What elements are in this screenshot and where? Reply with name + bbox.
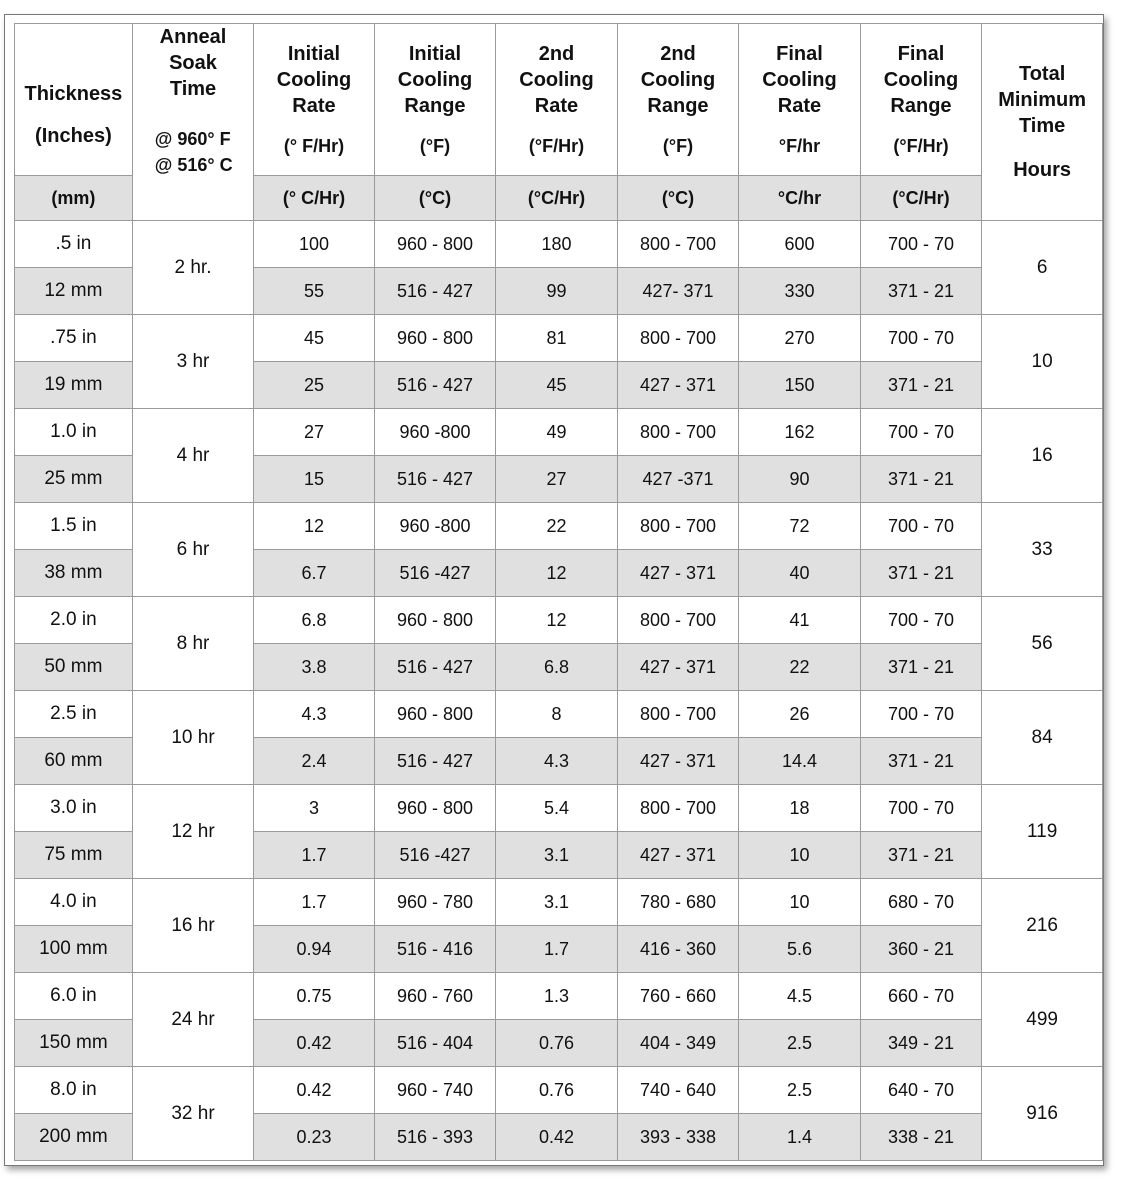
header-initial-rate-unit-f: (° F/Hr): [283, 135, 345, 156]
value-cell-c: 427 - 371: [617, 362, 739, 409]
value-cell-f: 5.4: [496, 785, 618, 832]
value-cell-f: 3: [254, 785, 375, 832]
thickness-inches-cell: .5 in: [15, 221, 133, 268]
value-cell-f: 960 - 800: [374, 221, 496, 268]
value-cell-f: 180: [496, 221, 618, 268]
thickness-mm-cell: 12 mm: [15, 268, 133, 315]
value-cell-f: 49: [496, 409, 618, 456]
value-cell-c: 40: [739, 550, 861, 597]
table-row-imperial: [15, 409, 1103, 456]
value-cell-c: 516 -427: [374, 832, 496, 879]
value-cell-f: 960 - 800: [374, 691, 496, 738]
header-final-rate-l3: Rate: [777, 94, 822, 117]
header-initial-range-l1: Initial: [408, 42, 462, 65]
header-final-range-l3: Range: [890, 94, 952, 117]
value-cell-c: 371 - 21: [860, 550, 982, 597]
soak-time-cell: 12 hr: [132, 785, 253, 879]
header-final-range-l1: Final: [897, 42, 945, 65]
thickness-inches-cell: 1.5 in: [15, 503, 133, 550]
thickness-mm-cell: 38 mm: [15, 550, 133, 597]
header-second-rate-l1: 2nd: [538, 42, 575, 65]
value-cell-f: 45: [254, 315, 375, 362]
value-cell-f: 700 - 70: [860, 221, 982, 268]
header-second-rate-unit-f: (°F/Hr): [528, 135, 585, 156]
header-final-rate-l2: Cooling: [762, 68, 837, 91]
header-final-range-l2: Cooling: [883, 68, 959, 91]
header-total-l3: Time: [1018, 115, 1066, 137]
value-cell-c: 55: [254, 268, 375, 315]
header-soak-line1: Anneal: [159, 26, 227, 48]
header-second-range-l1: 2nd: [660, 42, 696, 65]
value-cell-c: 4.3: [496, 738, 618, 785]
value-cell-c: 516 - 427: [374, 268, 496, 315]
thickness-mm-cell: 19 mm: [15, 362, 133, 409]
value-cell-f: 10: [739, 879, 861, 926]
value-cell-f: 800 - 700: [617, 785, 739, 832]
thickness-mm-cell: 75 mm: [15, 832, 133, 879]
value-cell-c: 516 - 404: [374, 1020, 496, 1067]
value-cell-f: 700 - 70: [860, 409, 982, 456]
value-cell-c: 25: [254, 362, 375, 409]
value-cell-c: 371 - 21: [860, 832, 982, 879]
value-cell-f: 12: [254, 503, 375, 550]
value-cell-f: 2.5: [739, 1067, 861, 1114]
value-cell-c: 404 - 349: [617, 1020, 739, 1067]
value-cell-c: 516 - 416: [374, 926, 496, 973]
value-cell-c: 330: [739, 268, 861, 315]
value-cell-f: 960 - 760: [374, 973, 496, 1020]
value-cell-f: 1.3: [496, 973, 618, 1020]
soak-time-cell: 16 hr: [132, 879, 253, 973]
value-cell-f: 700 - 70: [860, 691, 982, 738]
header-total-l1: Total: [1018, 63, 1066, 85]
header-final-rate-unit-c: °C/hr: [739, 176, 861, 221]
header-total-minimum-time: [982, 24, 1103, 221]
value-cell-c: 3.1: [496, 832, 618, 879]
value-cell-c: 349 - 21: [860, 1020, 982, 1067]
header-soak-line3: Time: [169, 78, 217, 100]
soak-time-cell: 32 hr: [132, 1067, 253, 1161]
value-cell-c: 6.7: [254, 550, 375, 597]
header-total-l2: Minimum: [998, 89, 1086, 111]
value-cell-c: 3.8: [254, 644, 375, 691]
value-cell-f: 8: [496, 691, 618, 738]
value-cell-f: 700 - 70: [860, 597, 982, 644]
value-cell-c: 0.23: [254, 1114, 375, 1161]
value-cell-f: 72: [739, 503, 861, 550]
value-cell-f: 960 -800: [374, 409, 496, 456]
thickness-mm-cell: 60 mm: [15, 738, 133, 785]
value-cell-c: 516 - 427: [374, 456, 496, 503]
header-soak-c: @ 516° C: [154, 155, 233, 175]
annealing-table: [14, 23, 1103, 1161]
header-second-rate: [496, 24, 618, 176]
value-cell-f: 6.8: [254, 597, 375, 644]
value-cell-c: 99: [496, 268, 618, 315]
header-second-range: [617, 24, 739, 176]
soak-time-cell: 8 hr: [132, 597, 253, 691]
value-cell-c: 338 - 21: [860, 1114, 982, 1161]
value-cell-f: 960 - 740: [374, 1067, 496, 1114]
value-cell-f: 800 - 700: [617, 315, 739, 362]
value-cell-f: 81: [496, 315, 618, 362]
header-thickness: [15, 24, 133, 176]
table-frame: [4, 14, 1104, 1166]
value-cell-c: 427 - 371: [617, 644, 739, 691]
value-cell-c: 416 - 360: [617, 926, 739, 973]
table-row-imperial: [15, 1067, 1103, 1114]
value-cell-c: 1.4: [739, 1114, 861, 1161]
value-cell-f: 800 - 700: [617, 409, 739, 456]
value-cell-f: 800 - 700: [617, 503, 739, 550]
soak-time-cell: 24 hr: [132, 973, 253, 1067]
value-cell-c: 15: [254, 456, 375, 503]
header-second-rate-unit-c: (°C/Hr): [496, 176, 618, 221]
header-thickness-mm: (mm): [15, 176, 133, 221]
value-cell-c: 5.6: [739, 926, 861, 973]
thickness-inches-cell: 3.0 in: [15, 785, 133, 832]
value-cell-f: 100: [254, 221, 375, 268]
value-cell-f: 960 - 800: [374, 315, 496, 362]
value-cell-c: 0.94: [254, 926, 375, 973]
header-second-rate-l2: Cooling: [519, 68, 594, 91]
soak-time-cell: 4 hr: [132, 409, 253, 503]
value-cell-f: 3.1: [496, 879, 618, 926]
value-cell-f: 22: [496, 503, 618, 550]
value-cell-f: 600: [739, 221, 861, 268]
value-cell-c: 360 - 21: [860, 926, 982, 973]
table-row-imperial: [15, 315, 1103, 362]
total-hours-cell: 10: [982, 315, 1103, 409]
value-cell-c: 0.42: [254, 1020, 375, 1067]
header-final-rate: [739, 24, 861, 176]
value-cell-c: 6.8: [496, 644, 618, 691]
header-initial-range-unit-f: (°F): [419, 135, 451, 156]
value-cell-f: 780 - 680: [617, 879, 739, 926]
header-second-range-l3: Range: [647, 94, 709, 117]
value-cell-c: 45: [496, 362, 618, 409]
thickness-inches-cell: 6.0 in: [15, 973, 133, 1020]
thickness-inches-cell: 4.0 in: [15, 879, 133, 926]
table-row-imperial: [15, 221, 1103, 268]
value-cell-c: 516 - 427: [374, 362, 496, 409]
thickness-inches-cell: 2.5 in: [15, 691, 133, 738]
value-cell-f: 680 - 70: [860, 879, 982, 926]
value-cell-f: 27: [254, 409, 375, 456]
value-cell-c: 427 - 371: [617, 832, 739, 879]
value-cell-c: 393 - 338: [617, 1114, 739, 1161]
thickness-mm-cell: 150 mm: [15, 1020, 133, 1067]
value-cell-c: 1.7: [496, 926, 618, 973]
value-cell-c: 427 - 371: [617, 738, 739, 785]
table-row-imperial: [15, 973, 1103, 1020]
value-cell-c: 27: [496, 456, 618, 503]
value-cell-c: 371 - 21: [860, 644, 982, 691]
thickness-inches-cell: 8.0 in: [15, 1067, 133, 1114]
value-cell-f: 162: [739, 409, 861, 456]
total-hours-cell: 84: [982, 691, 1103, 785]
value-cell-c: 516 - 427: [374, 644, 496, 691]
value-cell-c: 0.76: [496, 1020, 618, 1067]
header-thickness-line1: Thickness: [24, 82, 123, 105]
value-cell-c: 516 - 427: [374, 738, 496, 785]
thickness-inches-cell: 2.0 in: [15, 597, 133, 644]
value-cell-f: 0.75: [254, 973, 375, 1020]
value-cell-f: 800 - 700: [617, 221, 739, 268]
thickness-mm-cell: 50 mm: [15, 644, 133, 691]
soak-time-cell: 3 hr: [132, 315, 253, 409]
thickness-mm-cell: 100 mm: [15, 926, 133, 973]
value-cell-f: 960 -800: [374, 503, 496, 550]
header-second-range-l2: Cooling: [640, 68, 716, 91]
table-row-imperial: [15, 691, 1103, 738]
header-initial-rate-l1: Initial: [287, 42, 341, 65]
value-cell-f: 660 - 70: [860, 973, 982, 1020]
header-anneal-soak: [132, 24, 253, 221]
value-cell-c: 150: [739, 362, 861, 409]
header-final-rate-unit-f: °F/hr: [778, 135, 821, 156]
value-cell-f: 4.5: [739, 973, 861, 1020]
value-cell-f: 270: [739, 315, 861, 362]
value-cell-f: 700 - 70: [860, 315, 982, 362]
value-cell-f: 640 - 70: [860, 1067, 982, 1114]
total-hours-cell: 119: [982, 785, 1103, 879]
value-cell-f: 800 - 700: [617, 691, 739, 738]
total-hours-cell: 16: [982, 409, 1103, 503]
value-cell-c: 371 - 21: [860, 268, 982, 315]
value-cell-c: 12: [496, 550, 618, 597]
header-final-range-unit-c: (°C/Hr): [860, 176, 982, 221]
value-cell-f: 960 - 800: [374, 597, 496, 644]
value-cell-c: 427 -371: [617, 456, 739, 503]
header-initial-range-l2: Cooling: [397, 68, 473, 91]
header-initial-rate-l3: Rate: [292, 94, 336, 117]
total-hours-cell: 33: [982, 503, 1103, 597]
table-row-imperial: [15, 879, 1103, 926]
value-cell-c: 90: [739, 456, 861, 503]
thickness-inches-cell: .75 in: [15, 315, 133, 362]
table-row-imperial: [15, 597, 1103, 644]
value-cell-f: 18: [739, 785, 861, 832]
thickness-mm-cell: 200 mm: [15, 1114, 133, 1161]
value-cell-f: 740 - 640: [617, 1067, 739, 1114]
value-cell-c: 2.4: [254, 738, 375, 785]
header-initial-range-l3: Range: [404, 94, 466, 117]
header-thickness-line2: (Inches): [35, 124, 112, 147]
value-cell-c: 0.42: [496, 1114, 618, 1161]
value-cell-c: 1.7: [254, 832, 375, 879]
value-cell-c: 427 - 371: [617, 550, 739, 597]
value-cell-f: 4.3: [254, 691, 375, 738]
value-cell-f: 960 - 800: [374, 785, 496, 832]
header-soak-line2: Soak: [169, 52, 217, 74]
value-cell-c: 371 - 21: [860, 362, 982, 409]
soak-time-cell: 6 hr: [132, 503, 253, 597]
value-cell-f: 800 - 700: [617, 597, 739, 644]
value-cell-c: 516 -427: [374, 550, 496, 597]
soak-time-cell: 10 hr: [132, 691, 253, 785]
header-final-rate-l1: Final: [776, 42, 823, 65]
value-cell-c: 371 - 21: [860, 456, 982, 503]
value-cell-f: 1.7: [254, 879, 375, 926]
header-second-rate-l3: Rate: [534, 94, 579, 117]
total-hours-cell: 916: [982, 1067, 1103, 1161]
total-hours-cell: 216: [982, 879, 1103, 973]
thickness-mm-cell: 25 mm: [15, 456, 133, 503]
value-cell-c: 2.5: [739, 1020, 861, 1067]
value-cell-c: 427- 371: [617, 268, 739, 315]
value-cell-f: 700 - 70: [860, 503, 982, 550]
value-cell-c: 10: [739, 832, 861, 879]
header-initial-rate: [254, 24, 375, 176]
total-hours-cell: 499: [982, 973, 1103, 1067]
thickness-inches-cell: 1.0 in: [15, 409, 133, 456]
header-initial-rate-unit-c: (° C/Hr): [254, 176, 375, 221]
soak-time-cell: 2 hr.: [132, 221, 253, 315]
header-initial-range: [374, 24, 496, 176]
value-cell-c: 14.4: [739, 738, 861, 785]
header-second-range-unit-f: (°F): [662, 135, 694, 156]
header-second-range-unit-c: (°C): [617, 176, 739, 221]
header-initial-rate-l2: Cooling: [276, 68, 352, 91]
total-hours-cell: 6: [982, 221, 1103, 315]
value-cell-f: 0.76: [496, 1067, 618, 1114]
total-hours-cell: 56: [982, 597, 1103, 691]
value-cell-f: 760 - 660: [617, 973, 739, 1020]
value-cell-c: 22: [739, 644, 861, 691]
value-cell-f: 0.42: [254, 1067, 375, 1114]
table-row-imperial: [15, 503, 1103, 550]
value-cell-f: 960 - 780: [374, 879, 496, 926]
header-soak-f: @ 960° F: [154, 129, 231, 149]
header-total-hours: Hours: [1013, 159, 1072, 181]
value-cell-f: 700 - 70: [860, 785, 982, 832]
table-body: [15, 221, 1103, 1161]
value-cell-c: 516 - 393: [374, 1114, 496, 1161]
value-cell-c: 371 - 21: [860, 738, 982, 785]
value-cell-f: 26: [739, 691, 861, 738]
value-cell-f: 41: [739, 597, 861, 644]
header-initial-range-unit-c: (°C): [374, 176, 496, 221]
header-final-range: [860, 24, 982, 176]
table-row-imperial: [15, 785, 1103, 832]
value-cell-f: 12: [496, 597, 618, 644]
header-final-range-unit-f: (°F/Hr): [893, 135, 949, 156]
